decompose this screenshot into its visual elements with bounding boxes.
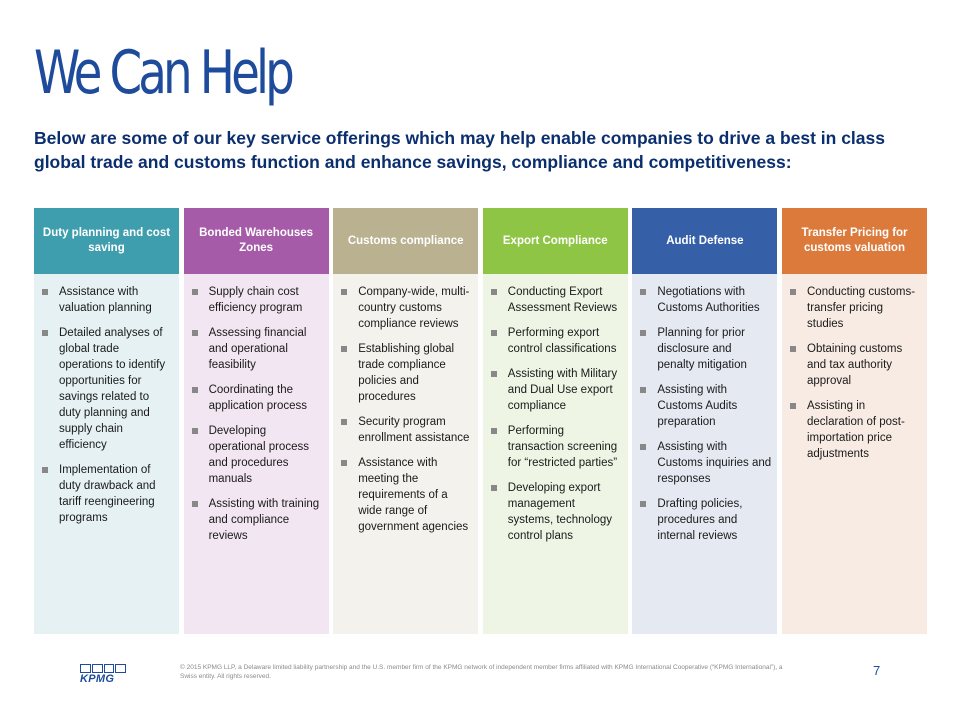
bullet-item: Detailed analyses of global trade operations to identify opportunities for savings related to duty planning and supply chain efficiency <box>40 325 173 453</box>
column-header: Duty planning and cost saving <box>34 208 179 274</box>
column-body <box>782 274 927 634</box>
bullet-item: Coordinating the application process <box>190 382 323 414</box>
bullet-item: Negotiations with Customs Authorities <box>638 284 771 316</box>
column-body <box>483 274 628 634</box>
bullet-item: Assisting with Military and Dual Use export compliance <box>489 366 622 414</box>
bullet-list <box>190 284 323 544</box>
bullet-item: Assistance with valuation planning <box>40 284 173 316</box>
service-column <box>184 208 329 634</box>
page-number: 7 <box>873 663 881 678</box>
bullet-item: Assessing financial and operational feasibility <box>190 325 323 373</box>
slide-title: We Can Help <box>34 38 291 108</box>
column-header: Audit Defense <box>632 208 777 274</box>
bullet-list <box>489 284 622 544</box>
column-body <box>333 274 478 634</box>
bullet-item: Assisting in declaration of post-importation price adjustments <box>788 398 921 462</box>
column-body <box>184 274 329 634</box>
service-column <box>333 208 478 634</box>
column-header: Customs compliance <box>333 208 478 274</box>
bullet-item: Assisting with training and compliance reviews <box>190 496 323 544</box>
bullet-item: Drafting policies, procedures and internal reviews <box>638 496 771 544</box>
bullet-item: Establishing global trade compliance policies and procedures <box>339 341 472 405</box>
service-column <box>632 208 777 634</box>
bullet-item: Performing transaction screening for “restricted parties” <box>489 423 622 471</box>
service-column <box>34 208 179 634</box>
column-header: Transfer Pricing for customs valuation <box>782 208 927 274</box>
bullet-item: Assistance with meeting the requirements of a wide range of government agencies <box>339 455 472 535</box>
bullet-item: Company-wide, multi-country customs compliance reviews <box>339 284 472 332</box>
bullet-list <box>339 284 472 535</box>
bullet-item: Implementation of duty drawback and tariff reengineering programs <box>40 462 173 526</box>
bullet-item: Obtaining customs and tax authority approval <box>788 341 921 389</box>
service-columns <box>34 208 927 634</box>
bullet-item: Security program enrollment assistance <box>339 414 472 446</box>
column-body <box>34 274 179 634</box>
slide-subtitle: Below are some of our key service offerings which may help enable companies to drive a best in class global trade and customs function and enhance savings, compliance and competitiveness: <box>34 128 885 172</box>
bullet-list <box>638 284 771 544</box>
column-header: Bonded Warehouses Zones <box>184 208 329 274</box>
bullet-item: Developing operational process and procedures manuals <box>190 423 323 487</box>
column-body <box>632 274 777 634</box>
legal-notice: © 2015 KPMG LLP, a Delaware limited liability partnership and the U.S. member firm of the KPMG network of independent member firms affiliated with KPMG International Cooperative (“KPMG International”), a Swiss entity. All rights reserved. <box>180 664 783 680</box>
bullet-item: Performing export control classifications <box>489 325 622 357</box>
service-column <box>483 208 628 634</box>
bullet-item: Conducting Export Assessment Reviews <box>489 284 622 316</box>
bullet-item: Developing export management systems, technology control plans <box>489 480 622 544</box>
logo-boxes-icon <box>80 664 126 673</box>
bullet-item: Supply chain cost efficiency program <box>190 284 323 316</box>
bullet-item: Assisting with Customs Audits preparation <box>638 382 771 430</box>
column-header: Export Compliance <box>483 208 628 274</box>
kpmg-logo <box>80 664 126 688</box>
logo-text: KPMG <box>80 673 115 685</box>
bullet-item: Assisting with Customs inquiries and responses <box>638 439 771 487</box>
bullet-list <box>788 284 921 462</box>
bullet-item: Conducting customs-transfer pricing studies <box>788 284 921 332</box>
bullet-list <box>40 284 173 526</box>
bullet-item: Planning for prior disclosure and penalty mitigation <box>638 325 771 373</box>
service-column <box>782 208 927 634</box>
